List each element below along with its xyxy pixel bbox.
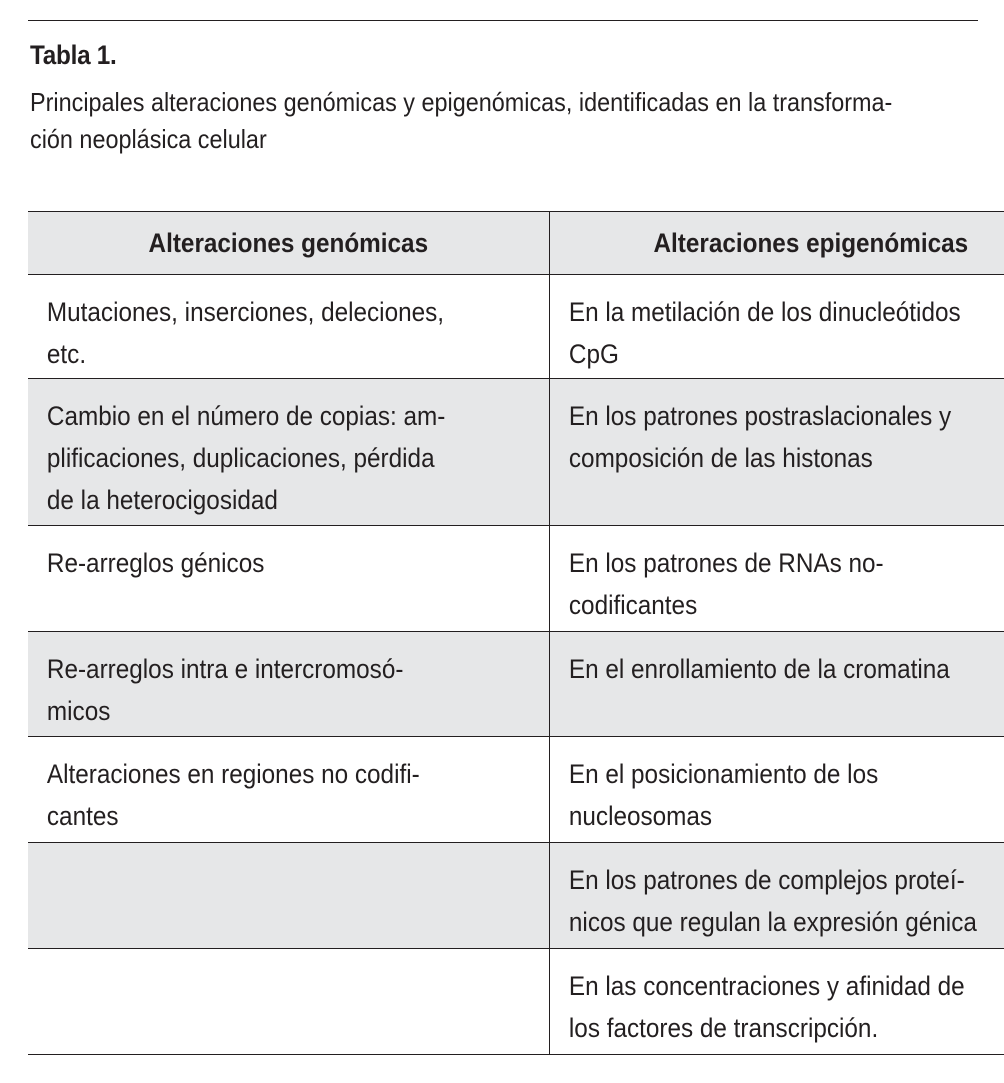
genomic-cell	[28, 275, 550, 379]
table-row	[28, 632, 1004, 737]
cell-line: etc.	[46, 339, 87, 369]
cell-line: Re-arreglos intra e intercromosó-	[46, 654, 404, 684]
table-row	[28, 379, 1004, 526]
cell-line: Mutaciones, inserciones, deleciones,	[46, 297, 445, 327]
cell-line: micos	[46, 696, 111, 726]
epigenomic-cell	[550, 949, 1004, 1055]
cell-line: plificaciones, duplicaciones, pérdida	[46, 443, 435, 473]
epigenomic-cell	[550, 379, 1004, 526]
epigenomic-cell	[550, 526, 1004, 632]
genomic-cell	[28, 632, 550, 737]
cell-line: En los patrones de RNAs no-	[568, 548, 884, 578]
genomic-cell	[28, 737, 550, 843]
epigenomic-cell	[550, 632, 1004, 737]
cell-line: En los patrones de complejos proteí-	[568, 865, 965, 895]
cell-line: los factores de transcripción.	[568, 1013, 879, 1043]
cell-line: nicos que regulan la expresión génica	[568, 907, 977, 937]
epigenomic-cell	[550, 275, 1004, 379]
cell-line: de la heterocigosidad	[46, 485, 278, 515]
alterations-table	[28, 211, 1004, 1055]
cell-line: En el posicionamiento de los	[568, 759, 879, 789]
table-row	[28, 526, 1004, 632]
cell-line: En los patrones postraslacionales y	[568, 401, 952, 431]
table-row	[28, 949, 1004, 1055]
caption-line: ción neoplásica celular	[30, 124, 267, 154]
cell-line: codificantes	[568, 590, 698, 620]
cell-line: cantes	[46, 801, 119, 831]
cell-line: Re-arreglos génicos	[46, 548, 265, 578]
table-caption	[30, 84, 975, 158]
table-header-row	[28, 212, 1004, 275]
cell-line: Cambio en el número de copias: am-	[46, 401, 446, 431]
table-label: Tabla 1.	[30, 40, 117, 70]
epigenomic-cell	[550, 843, 1004, 949]
top-rule	[28, 20, 978, 21]
genomic-cell-empty	[28, 949, 550, 1055]
cell-line: CpG	[568, 339, 619, 369]
header-epigenomic: Alteraciones epigenómicas	[550, 212, 1004, 275]
cell-line: Alteraciones en regiones no codifi-	[46, 759, 420, 789]
cell-line: nucleosomas	[568, 801, 713, 831]
caption-line: Principales alteraciones genómicas y epigenómicas, identificadas en la transforma-	[30, 87, 893, 117]
genomic-cell	[28, 379, 550, 526]
cell-line: En la metilación de los dinucleótidos	[568, 297, 961, 327]
table-row	[28, 843, 1004, 949]
cell-line: En las concentraciones y afinidad de	[568, 971, 965, 1001]
cell-line: En el enrollamiento de la cromatina	[568, 654, 950, 684]
epigenomic-cell	[550, 737, 1004, 843]
table-row	[28, 737, 1004, 843]
header-genomic: Alteraciones genómicas	[28, 212, 550, 275]
table-row	[28, 275, 1004, 379]
genomic-cell-empty	[28, 843, 550, 949]
genomic-cell	[28, 526, 550, 632]
cell-line: composición de las histonas	[568, 443, 873, 473]
